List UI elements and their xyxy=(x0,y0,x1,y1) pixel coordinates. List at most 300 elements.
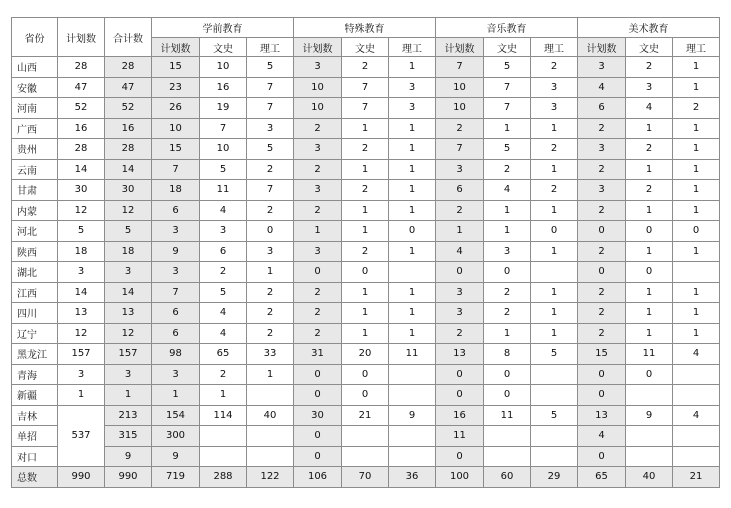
value-cell: 1 xyxy=(389,118,436,139)
value-cell: 719 xyxy=(152,467,200,488)
table-row xyxy=(12,98,720,119)
header-sub: 计划数 xyxy=(578,38,626,57)
value-cell: 0 xyxy=(578,446,626,467)
value-cell: 65 xyxy=(578,467,626,488)
value-cell: 0 xyxy=(294,446,342,467)
value-cell: 2 xyxy=(578,118,626,139)
value-cell xyxy=(531,364,578,385)
planned-cell: 12 xyxy=(58,200,105,221)
value-cell: 114 xyxy=(200,405,247,426)
header-group: 特殊教育 xyxy=(294,18,436,38)
value-cell: 154 xyxy=(152,405,200,426)
value-cell xyxy=(531,426,578,447)
value-cell: 36 xyxy=(389,467,436,488)
value-cell: 31 xyxy=(294,344,342,365)
value-cell: 7 xyxy=(247,180,294,201)
value-cell: 5 xyxy=(247,57,294,78)
planned-cell: 13 xyxy=(58,303,105,324)
value-cell: 4 xyxy=(673,405,720,426)
value-cell: 1 xyxy=(389,200,436,221)
total-cell: 47 xyxy=(105,77,152,98)
total-cell: 12 xyxy=(105,323,152,344)
header-sub: 文史 xyxy=(484,38,531,57)
value-cell: 1 xyxy=(673,282,720,303)
value-cell: 1 xyxy=(436,221,484,242)
value-cell: 4 xyxy=(200,303,247,324)
value-cell: 1 xyxy=(626,118,673,139)
value-cell: 60 xyxy=(484,467,531,488)
total-cell: 12 xyxy=(105,200,152,221)
value-cell: 0 xyxy=(294,385,342,406)
planned-cell: 28 xyxy=(58,139,105,160)
value-cell: 40 xyxy=(247,405,294,426)
province-cell: 对口 xyxy=(12,446,58,467)
table-row xyxy=(12,385,720,406)
value-cell: 0 xyxy=(531,221,578,242)
province-cell: 辽宁 xyxy=(12,323,58,344)
value-cell: 0 xyxy=(578,385,626,406)
total-cell: 30 xyxy=(105,180,152,201)
value-cell: 0 xyxy=(578,221,626,242)
value-cell: 7 xyxy=(342,98,389,119)
province-cell: 广西 xyxy=(12,118,58,139)
header-planned: 计划数 xyxy=(58,18,105,57)
value-cell: 3 xyxy=(578,57,626,78)
value-cell xyxy=(247,385,294,406)
value-cell: 2 xyxy=(578,303,626,324)
value-cell: 2 xyxy=(484,303,531,324)
province-cell: 江西 xyxy=(12,282,58,303)
value-cell: 5 xyxy=(200,159,247,180)
value-cell: 0 xyxy=(294,262,342,283)
value-cell: 1 xyxy=(673,323,720,344)
value-cell xyxy=(673,426,720,447)
value-cell: 7 xyxy=(484,98,531,119)
value-cell xyxy=(673,385,720,406)
value-cell xyxy=(389,385,436,406)
value-cell: 9 xyxy=(152,446,200,467)
value-cell xyxy=(673,262,720,283)
value-cell: 5 xyxy=(531,344,578,365)
value-cell: 3 xyxy=(389,77,436,98)
planned-cell: 14 xyxy=(58,159,105,180)
value-cell: 6 xyxy=(152,323,200,344)
value-cell: 4 xyxy=(200,323,247,344)
value-cell: 3 xyxy=(578,139,626,160)
value-cell: 2 xyxy=(578,282,626,303)
value-cell: 100 xyxy=(436,467,484,488)
table-row xyxy=(12,405,720,426)
value-cell xyxy=(200,446,247,467)
header-group: 学前教育 xyxy=(152,18,294,38)
value-cell: 1 xyxy=(389,159,436,180)
value-cell: 1 xyxy=(342,159,389,180)
value-cell: 1 xyxy=(200,385,247,406)
table-row xyxy=(12,200,720,221)
value-cell: 0 xyxy=(484,262,531,283)
value-cell: 2 xyxy=(247,303,294,324)
province-cell: 总数 xyxy=(12,467,58,488)
value-cell: 2 xyxy=(626,180,673,201)
value-cell: 3 xyxy=(247,241,294,262)
value-cell: 0 xyxy=(626,221,673,242)
value-cell: 2 xyxy=(247,200,294,221)
province-cell: 云南 xyxy=(12,159,58,180)
planned-cell: 3 xyxy=(58,364,105,385)
value-cell xyxy=(389,262,436,283)
value-cell: 3 xyxy=(436,282,484,303)
total-cell: 5 xyxy=(105,221,152,242)
planned-cell: 14 xyxy=(58,282,105,303)
value-cell: 5 xyxy=(531,405,578,426)
value-cell: 2 xyxy=(294,200,342,221)
value-cell: 3 xyxy=(152,262,200,283)
value-cell: 10 xyxy=(152,118,200,139)
value-cell: 3 xyxy=(484,241,531,262)
value-cell: 2 xyxy=(436,200,484,221)
province-cell: 吉林 xyxy=(12,405,58,426)
value-cell: 1 xyxy=(342,323,389,344)
value-cell: 2 xyxy=(342,180,389,201)
value-cell: 2 xyxy=(578,323,626,344)
province-cell: 河北 xyxy=(12,221,58,242)
table-row xyxy=(12,159,720,180)
value-cell: 98 xyxy=(152,344,200,365)
total-cell: 28 xyxy=(105,57,152,78)
value-cell: 11 xyxy=(389,344,436,365)
value-cell: 1 xyxy=(389,303,436,324)
table-row xyxy=(12,180,720,201)
value-cell: 0 xyxy=(436,262,484,283)
value-cell: 2 xyxy=(342,57,389,78)
value-cell: 4 xyxy=(436,241,484,262)
table-row xyxy=(12,139,720,160)
value-cell: 15 xyxy=(578,344,626,365)
total-cell: 18 xyxy=(105,241,152,262)
table-row xyxy=(12,77,720,98)
total-cell: 13 xyxy=(105,303,152,324)
total-cell: 3 xyxy=(105,364,152,385)
value-cell: 1 xyxy=(389,139,436,160)
value-cell: 1 xyxy=(626,200,673,221)
total-cell: 28 xyxy=(105,139,152,160)
value-cell: 18 xyxy=(152,180,200,201)
value-cell: 33 xyxy=(247,344,294,365)
value-cell: 1 xyxy=(531,241,578,262)
value-cell: 16 xyxy=(436,405,484,426)
value-cell: 11 xyxy=(626,344,673,365)
header-group: 音乐教育 xyxy=(436,18,578,38)
value-cell: 288 xyxy=(200,467,247,488)
value-cell: 6 xyxy=(578,98,626,119)
value-cell: 65 xyxy=(200,344,247,365)
value-cell: 2 xyxy=(531,57,578,78)
value-cell: 2 xyxy=(531,180,578,201)
header-sub: 计划数 xyxy=(436,38,484,57)
header-sub: 文史 xyxy=(342,38,389,57)
value-cell: 2 xyxy=(247,159,294,180)
value-cell: 10 xyxy=(200,57,247,78)
value-cell xyxy=(342,426,389,447)
value-cell: 7 xyxy=(247,98,294,119)
value-cell: 23 xyxy=(152,77,200,98)
value-cell: 1 xyxy=(484,221,531,242)
value-cell: 2 xyxy=(578,159,626,180)
value-cell xyxy=(626,446,673,467)
value-cell: 0 xyxy=(626,364,673,385)
value-cell: 2 xyxy=(342,241,389,262)
table-row xyxy=(12,426,720,447)
value-cell xyxy=(247,426,294,447)
province-cell: 黑龙江 xyxy=(12,344,58,365)
value-cell: 3 xyxy=(436,159,484,180)
value-cell: 1 xyxy=(484,200,531,221)
value-cell: 1 xyxy=(673,200,720,221)
planned-cell: 30 xyxy=(58,180,105,201)
value-cell xyxy=(247,446,294,467)
value-cell: 5 xyxy=(484,57,531,78)
value-cell: 0 xyxy=(436,446,484,467)
value-cell: 15 xyxy=(152,57,200,78)
planned-cell: 12 xyxy=(58,323,105,344)
value-cell: 1 xyxy=(531,200,578,221)
header-row xyxy=(12,18,720,38)
value-cell: 2 xyxy=(626,139,673,160)
value-cell: 1 xyxy=(531,303,578,324)
value-cell: 70 xyxy=(342,467,389,488)
value-cell: 10 xyxy=(200,139,247,160)
value-cell: 2 xyxy=(247,323,294,344)
value-cell: 2 xyxy=(294,118,342,139)
planned-cell: 5 xyxy=(58,221,105,242)
total-cell: 157 xyxy=(105,344,152,365)
header-sub: 计划数 xyxy=(294,38,342,57)
value-cell: 1 xyxy=(673,303,720,324)
value-cell: 1 xyxy=(342,303,389,324)
value-cell: 6 xyxy=(152,303,200,324)
value-cell: 3 xyxy=(389,98,436,119)
table-row xyxy=(12,57,720,78)
planned-cell: 18 xyxy=(58,241,105,262)
value-cell: 0 xyxy=(342,262,389,283)
value-cell: 2 xyxy=(200,262,247,283)
province-cell: 河南 xyxy=(12,98,58,119)
province-cell: 内蒙 xyxy=(12,200,58,221)
table-row xyxy=(12,282,720,303)
value-cell: 1 xyxy=(294,221,342,242)
value-cell: 0 xyxy=(436,364,484,385)
value-cell: 7 xyxy=(247,77,294,98)
value-cell: 4 xyxy=(200,200,247,221)
value-cell: 0 xyxy=(673,221,720,242)
value-cell: 10 xyxy=(294,77,342,98)
value-cell: 6 xyxy=(200,241,247,262)
header-province: 省份 xyxy=(12,18,58,57)
value-cell: 7 xyxy=(152,159,200,180)
value-cell: 5 xyxy=(247,139,294,160)
value-cell: 21 xyxy=(342,405,389,426)
value-cell: 7 xyxy=(484,77,531,98)
province-cell: 湖北 xyxy=(12,262,58,283)
value-cell: 0 xyxy=(247,221,294,242)
value-cell: 7 xyxy=(152,282,200,303)
value-cell: 3 xyxy=(247,118,294,139)
value-cell: 5 xyxy=(200,282,247,303)
value-cell: 1 xyxy=(531,159,578,180)
planned-cell: 52 xyxy=(58,98,105,119)
value-cell: 10 xyxy=(436,98,484,119)
value-cell: 13 xyxy=(578,405,626,426)
planned-cell: 28 xyxy=(58,57,105,78)
value-cell: 3 xyxy=(436,303,484,324)
province-cell: 甘肃 xyxy=(12,180,58,201)
value-cell xyxy=(484,426,531,447)
value-cell: 1 xyxy=(389,323,436,344)
table-row xyxy=(12,241,720,262)
value-cell: 16 xyxy=(200,77,247,98)
value-cell: 1 xyxy=(626,282,673,303)
value-cell xyxy=(673,364,720,385)
value-cell: 7 xyxy=(436,139,484,160)
value-cell: 1 xyxy=(484,323,531,344)
enrollment-plan-table xyxy=(11,17,720,488)
table-row xyxy=(12,446,720,467)
header-sub: 理工 xyxy=(389,38,436,57)
value-cell: 4 xyxy=(578,426,626,447)
value-cell: 2 xyxy=(673,98,720,119)
value-cell: 30 xyxy=(294,405,342,426)
value-cell: 3 xyxy=(578,180,626,201)
value-cell: 2 xyxy=(294,282,342,303)
value-cell: 3 xyxy=(294,57,342,78)
value-cell: 2 xyxy=(578,241,626,262)
value-cell: 0 xyxy=(294,426,342,447)
value-cell: 7 xyxy=(436,57,484,78)
value-cell: 13 xyxy=(436,344,484,365)
value-cell: 106 xyxy=(294,467,342,488)
planned-cell: 3 xyxy=(58,262,105,283)
value-cell: 6 xyxy=(436,180,484,201)
header-sub: 文史 xyxy=(200,38,247,57)
total-row xyxy=(12,467,720,488)
value-cell: 0 xyxy=(578,262,626,283)
value-cell: 1 xyxy=(247,364,294,385)
header-sub: 理工 xyxy=(673,38,720,57)
value-cell: 2 xyxy=(531,139,578,160)
total-cell: 990 xyxy=(105,467,152,488)
value-cell: 9 xyxy=(152,241,200,262)
value-cell: 4 xyxy=(484,180,531,201)
value-cell xyxy=(626,385,673,406)
value-cell xyxy=(342,446,389,467)
value-cell xyxy=(531,262,578,283)
value-cell: 3 xyxy=(294,139,342,160)
value-cell: 1 xyxy=(389,241,436,262)
value-cell: 2 xyxy=(247,282,294,303)
value-cell: 0 xyxy=(484,385,531,406)
value-cell: 1 xyxy=(342,200,389,221)
value-cell: 122 xyxy=(247,467,294,488)
value-cell: 4 xyxy=(578,77,626,98)
value-cell: 2 xyxy=(626,57,673,78)
value-cell: 8 xyxy=(484,344,531,365)
planned-cell: 157 xyxy=(58,344,105,365)
header-group: 美术教育 xyxy=(578,18,720,38)
header-total: 合计数 xyxy=(105,18,152,57)
value-cell: 3 xyxy=(294,180,342,201)
value-cell xyxy=(531,385,578,406)
value-cell: 0 xyxy=(436,385,484,406)
value-cell: 11 xyxy=(436,426,484,447)
value-cell: 10 xyxy=(436,77,484,98)
value-cell: 0 xyxy=(578,364,626,385)
value-cell: 2 xyxy=(294,159,342,180)
value-cell: 11 xyxy=(200,180,247,201)
table-row xyxy=(12,364,720,385)
value-cell: 1 xyxy=(531,118,578,139)
value-cell: 1 xyxy=(626,323,673,344)
value-cell: 3 xyxy=(626,77,673,98)
value-cell: 3 xyxy=(200,221,247,242)
value-cell: 7 xyxy=(342,77,389,98)
value-cell: 3 xyxy=(152,221,200,242)
total-cell: 1 xyxy=(105,385,152,406)
value-cell: 5 xyxy=(484,139,531,160)
province-cell: 安徽 xyxy=(12,77,58,98)
value-cell: 1 xyxy=(342,282,389,303)
total-cell: 3 xyxy=(105,262,152,283)
value-cell: 2 xyxy=(578,200,626,221)
value-cell: 1 xyxy=(673,180,720,201)
value-cell: 1 xyxy=(531,323,578,344)
table-row xyxy=(12,221,720,242)
header-sub: 理工 xyxy=(247,38,294,57)
value-cell: 26 xyxy=(152,98,200,119)
planned-merged-cell: 537 xyxy=(58,405,105,467)
value-cell: 9 xyxy=(389,405,436,426)
value-cell: 0 xyxy=(342,364,389,385)
total-cell: 14 xyxy=(105,159,152,180)
value-cell: 2 xyxy=(436,323,484,344)
value-cell: 0 xyxy=(342,385,389,406)
value-cell: 1 xyxy=(673,241,720,262)
value-cell: 3 xyxy=(531,77,578,98)
header-sub: 理工 xyxy=(531,38,578,57)
planned-cell: 990 xyxy=(58,467,105,488)
value-cell: 1 xyxy=(389,57,436,78)
value-cell xyxy=(673,446,720,467)
value-cell: 9 xyxy=(626,405,673,426)
value-cell: 2 xyxy=(342,139,389,160)
planned-cell: 1 xyxy=(58,385,105,406)
value-cell: 2 xyxy=(436,118,484,139)
value-cell: 2 xyxy=(484,159,531,180)
header-sub: 计划数 xyxy=(152,38,200,57)
table-row xyxy=(12,323,720,344)
table-row xyxy=(12,118,720,139)
value-cell xyxy=(484,446,531,467)
province-cell: 贵州 xyxy=(12,139,58,160)
value-cell: 1 xyxy=(673,139,720,160)
province-cell: 四川 xyxy=(12,303,58,324)
province-cell: 陕西 xyxy=(12,241,58,262)
value-cell: 0 xyxy=(389,221,436,242)
value-cell xyxy=(531,446,578,467)
value-cell xyxy=(626,426,673,447)
value-cell: 300 xyxy=(152,426,200,447)
value-cell: 1 xyxy=(626,159,673,180)
planned-cell: 47 xyxy=(58,77,105,98)
